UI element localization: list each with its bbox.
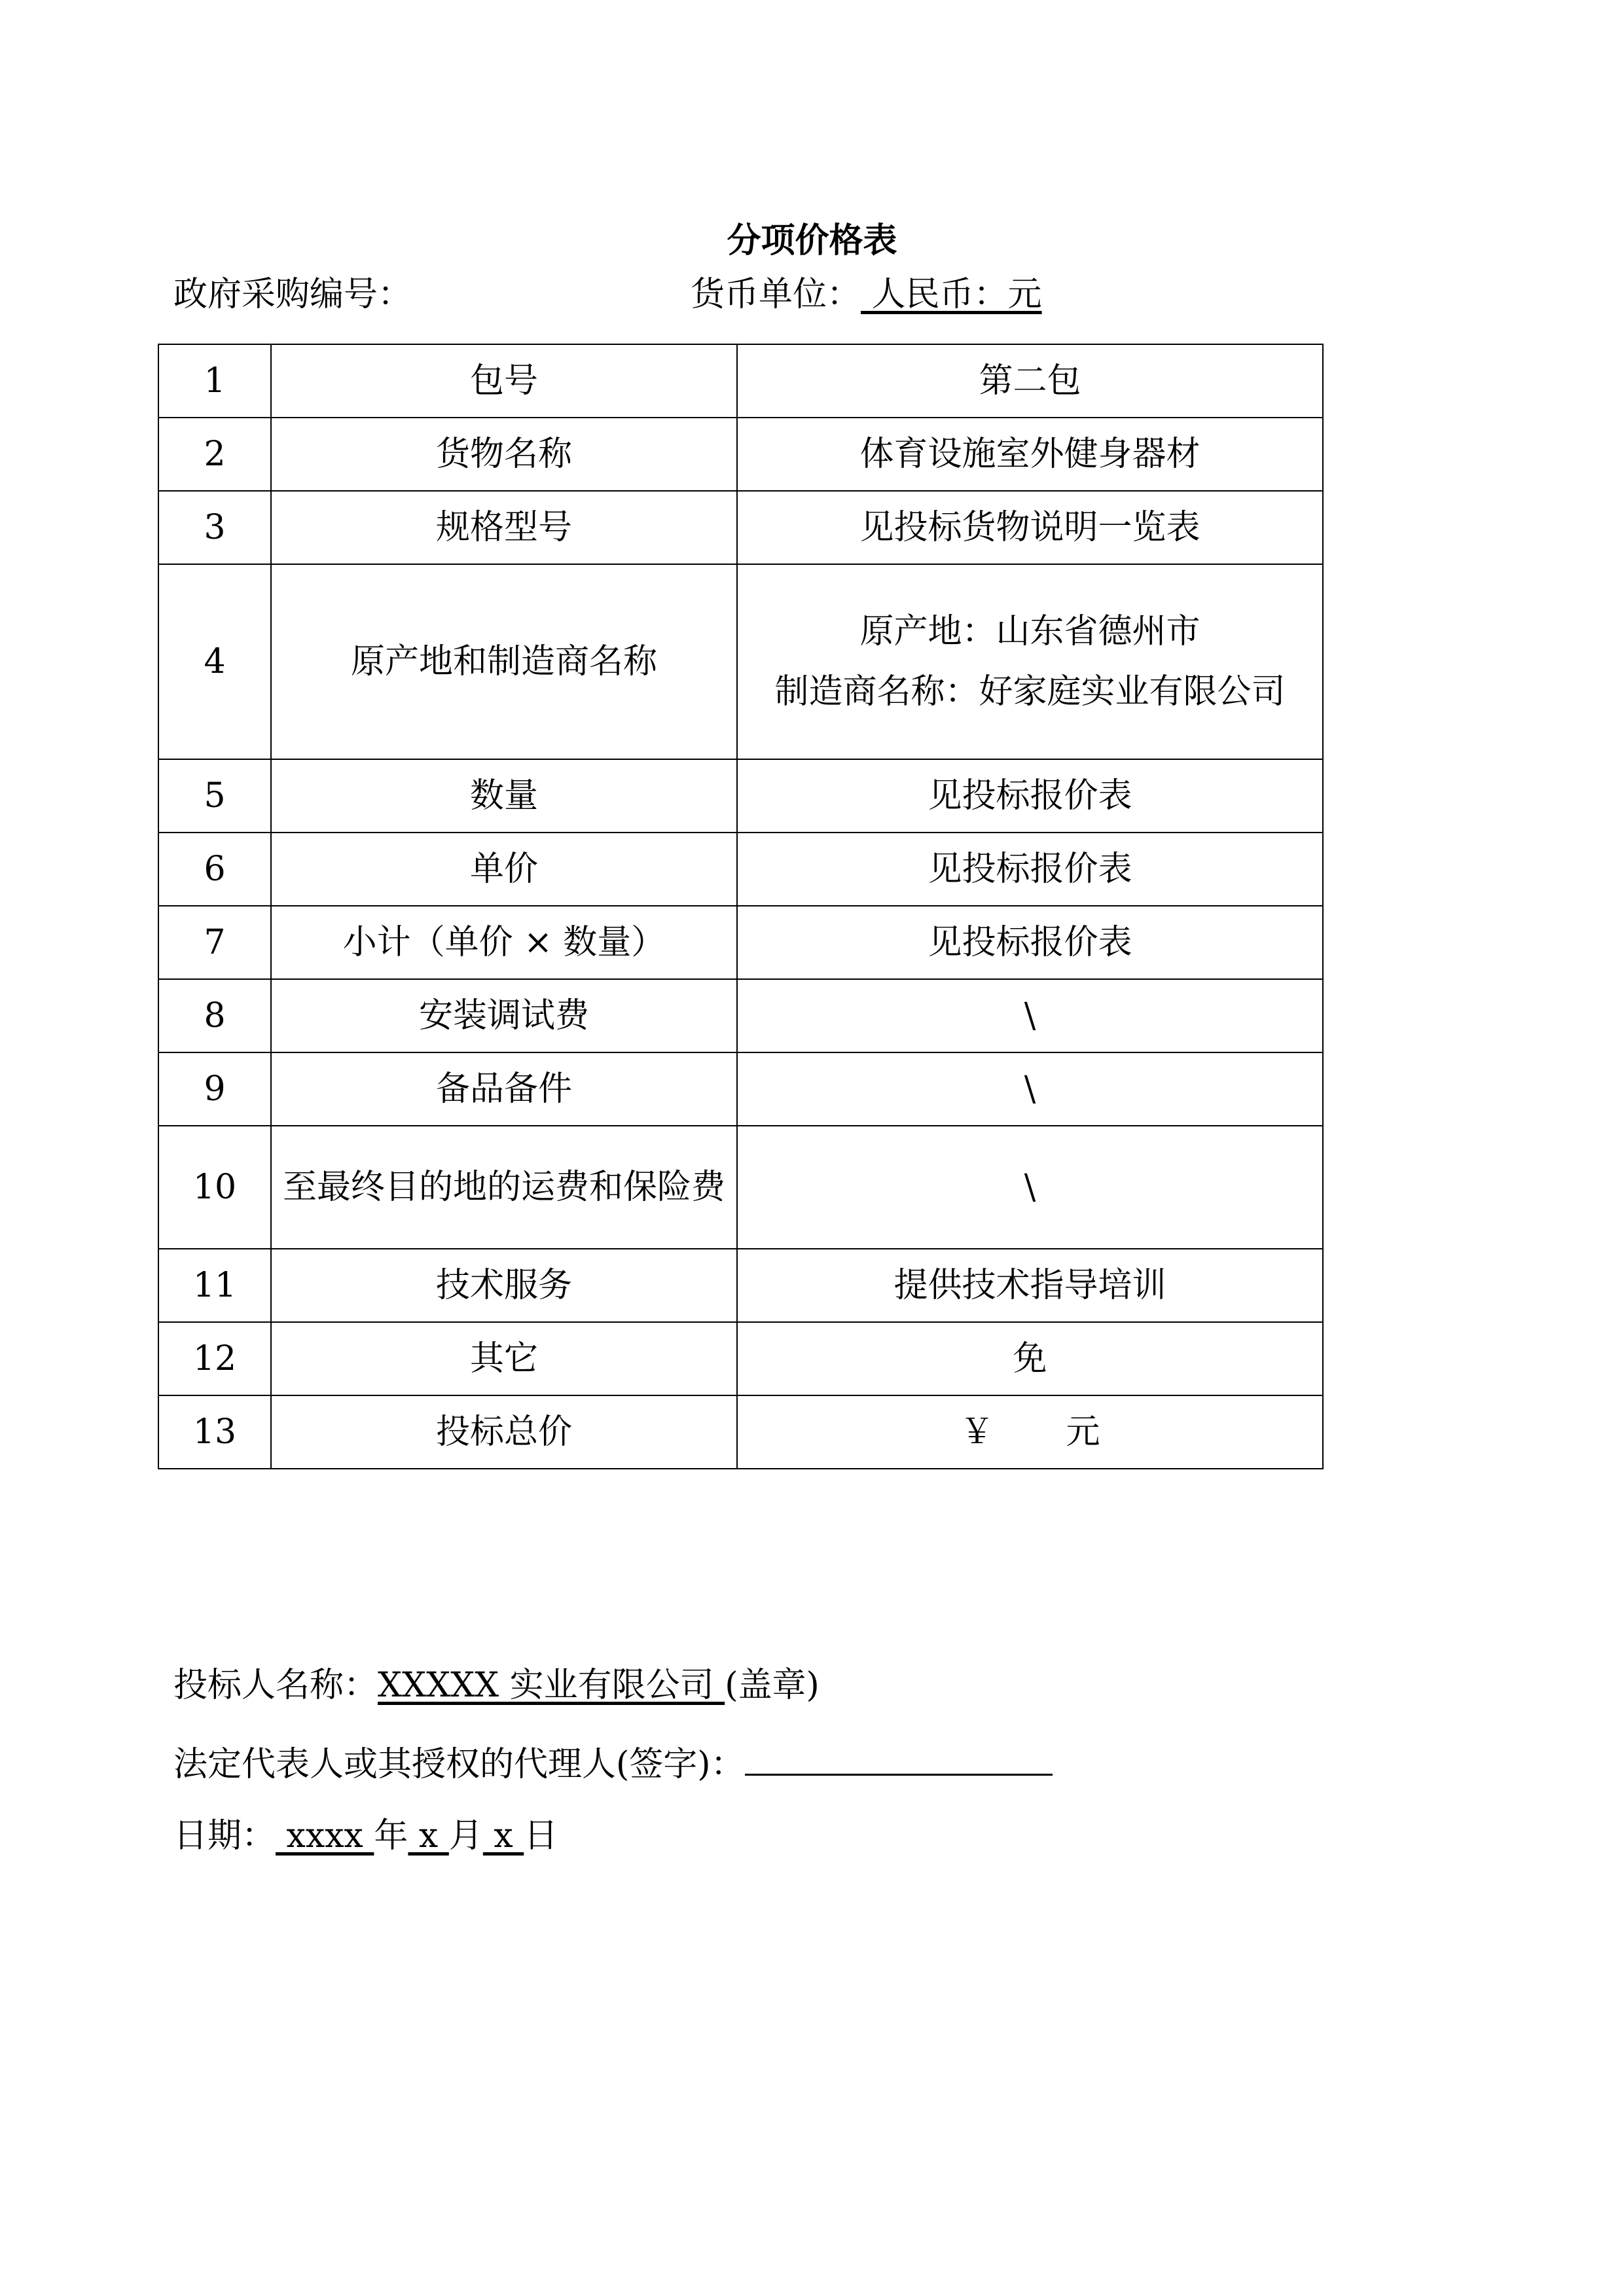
table-row [158,1052,1323,1126]
currency-value: 人民币：元 [861,275,1042,314]
table-row [158,491,1323,564]
table-row [158,759,1323,833]
row-number: 5 [158,759,271,833]
item-value: \ [737,1052,1323,1126]
item-value: 见投标报价表 [737,759,1323,833]
item-value: 见投标报价表 [737,833,1323,906]
item-value: 第二包 [737,344,1323,418]
item-value: 体育设施室外健身器材 [737,418,1323,491]
year-char: 年 [374,1816,408,1856]
row-number: 3 [158,491,271,564]
month-char: 月 [448,1816,483,1856]
date-label: 日期： [173,1816,276,1856]
page-title: 分项价格表 [727,221,897,260]
item-value: \ [737,979,1323,1052]
row-number: 6 [158,833,271,906]
row-number: 2 [158,418,271,491]
manufacturer-text: 制造商名称：好家庭实业有限公司 [774,672,1286,711]
item-value: 见投标货物说明一览表 [737,491,1323,564]
table-row [158,833,1323,906]
bidder-name-line [173,1659,820,1712]
table-row [158,1395,1323,1469]
row-number: 12 [158,1322,271,1395]
table-row [158,564,1323,759]
item-value: 见投标报价表 [737,906,1323,979]
date-month: x [408,1816,449,1856]
item-name: 小计（单价 × 数量） [271,906,737,979]
row-number: 7 [158,906,271,979]
table-row [158,344,1323,418]
bidder-name: XXXXX 实业有限公司 [378,1666,725,1705]
item-value [737,564,1323,759]
table-row [158,979,1323,1052]
item-name: 包号 [271,344,737,418]
item-name: 单价 [271,833,737,906]
currency-unit [691,268,1042,321]
item-value: \ [737,1126,1323,1249]
row-number: 4 [158,564,271,759]
item-name: 备品备件 [271,1052,737,1126]
table-row [158,906,1323,979]
representative-label: 法定代表人或其授权的代理人(签字)： [173,1745,745,1784]
representative-signature-line [173,1734,1053,1787]
signature-blank [745,1734,1053,1776]
day-char: 日 [524,1816,558,1856]
bidder-label: 投标人名称： [173,1666,378,1705]
item-name: 原产地和制造商名称 [271,564,737,759]
table-row [158,1249,1323,1322]
row-number: 9 [158,1052,271,1126]
date-line [173,1810,558,1862]
item-name: 技术服务 [271,1249,737,1322]
seal-note: (盖章) [725,1666,820,1705]
row-number: 8 [158,979,271,1052]
row-number: 13 [158,1395,271,1469]
currency-label: 货币单位： [691,275,861,314]
yuan-unit: 元 [1066,1412,1100,1452]
price-breakdown-table [158,344,1324,1469]
row-number: 10 [158,1126,271,1249]
item-name: 至最终目的地的运费和保险费 [271,1126,737,1249]
origin-text: 原产地：山东省德州市 [859,612,1200,651]
yuan-symbol: ￥ [960,1412,994,1452]
row-number: 1 [158,344,271,418]
procurement-number-label: 政府采购编号： [173,275,412,314]
item-name: 安装调试费 [271,979,737,1052]
item-name: 数量 [271,759,737,833]
item-name: 规格型号 [271,491,737,564]
table-row [158,1322,1323,1395]
item-name: 投标总价 [271,1395,737,1469]
date-day: x [482,1816,524,1856]
item-value: 提供技术指导培训 [737,1249,1323,1322]
table-row [158,1126,1323,1249]
item-name: 货物名称 [271,418,737,491]
date-year: xxxx [276,1816,374,1856]
item-value [737,1395,1323,1469]
item-name: 其它 [271,1322,737,1395]
item-value: 免 [737,1322,1323,1395]
row-number: 11 [158,1249,271,1322]
table-row [158,418,1323,491]
